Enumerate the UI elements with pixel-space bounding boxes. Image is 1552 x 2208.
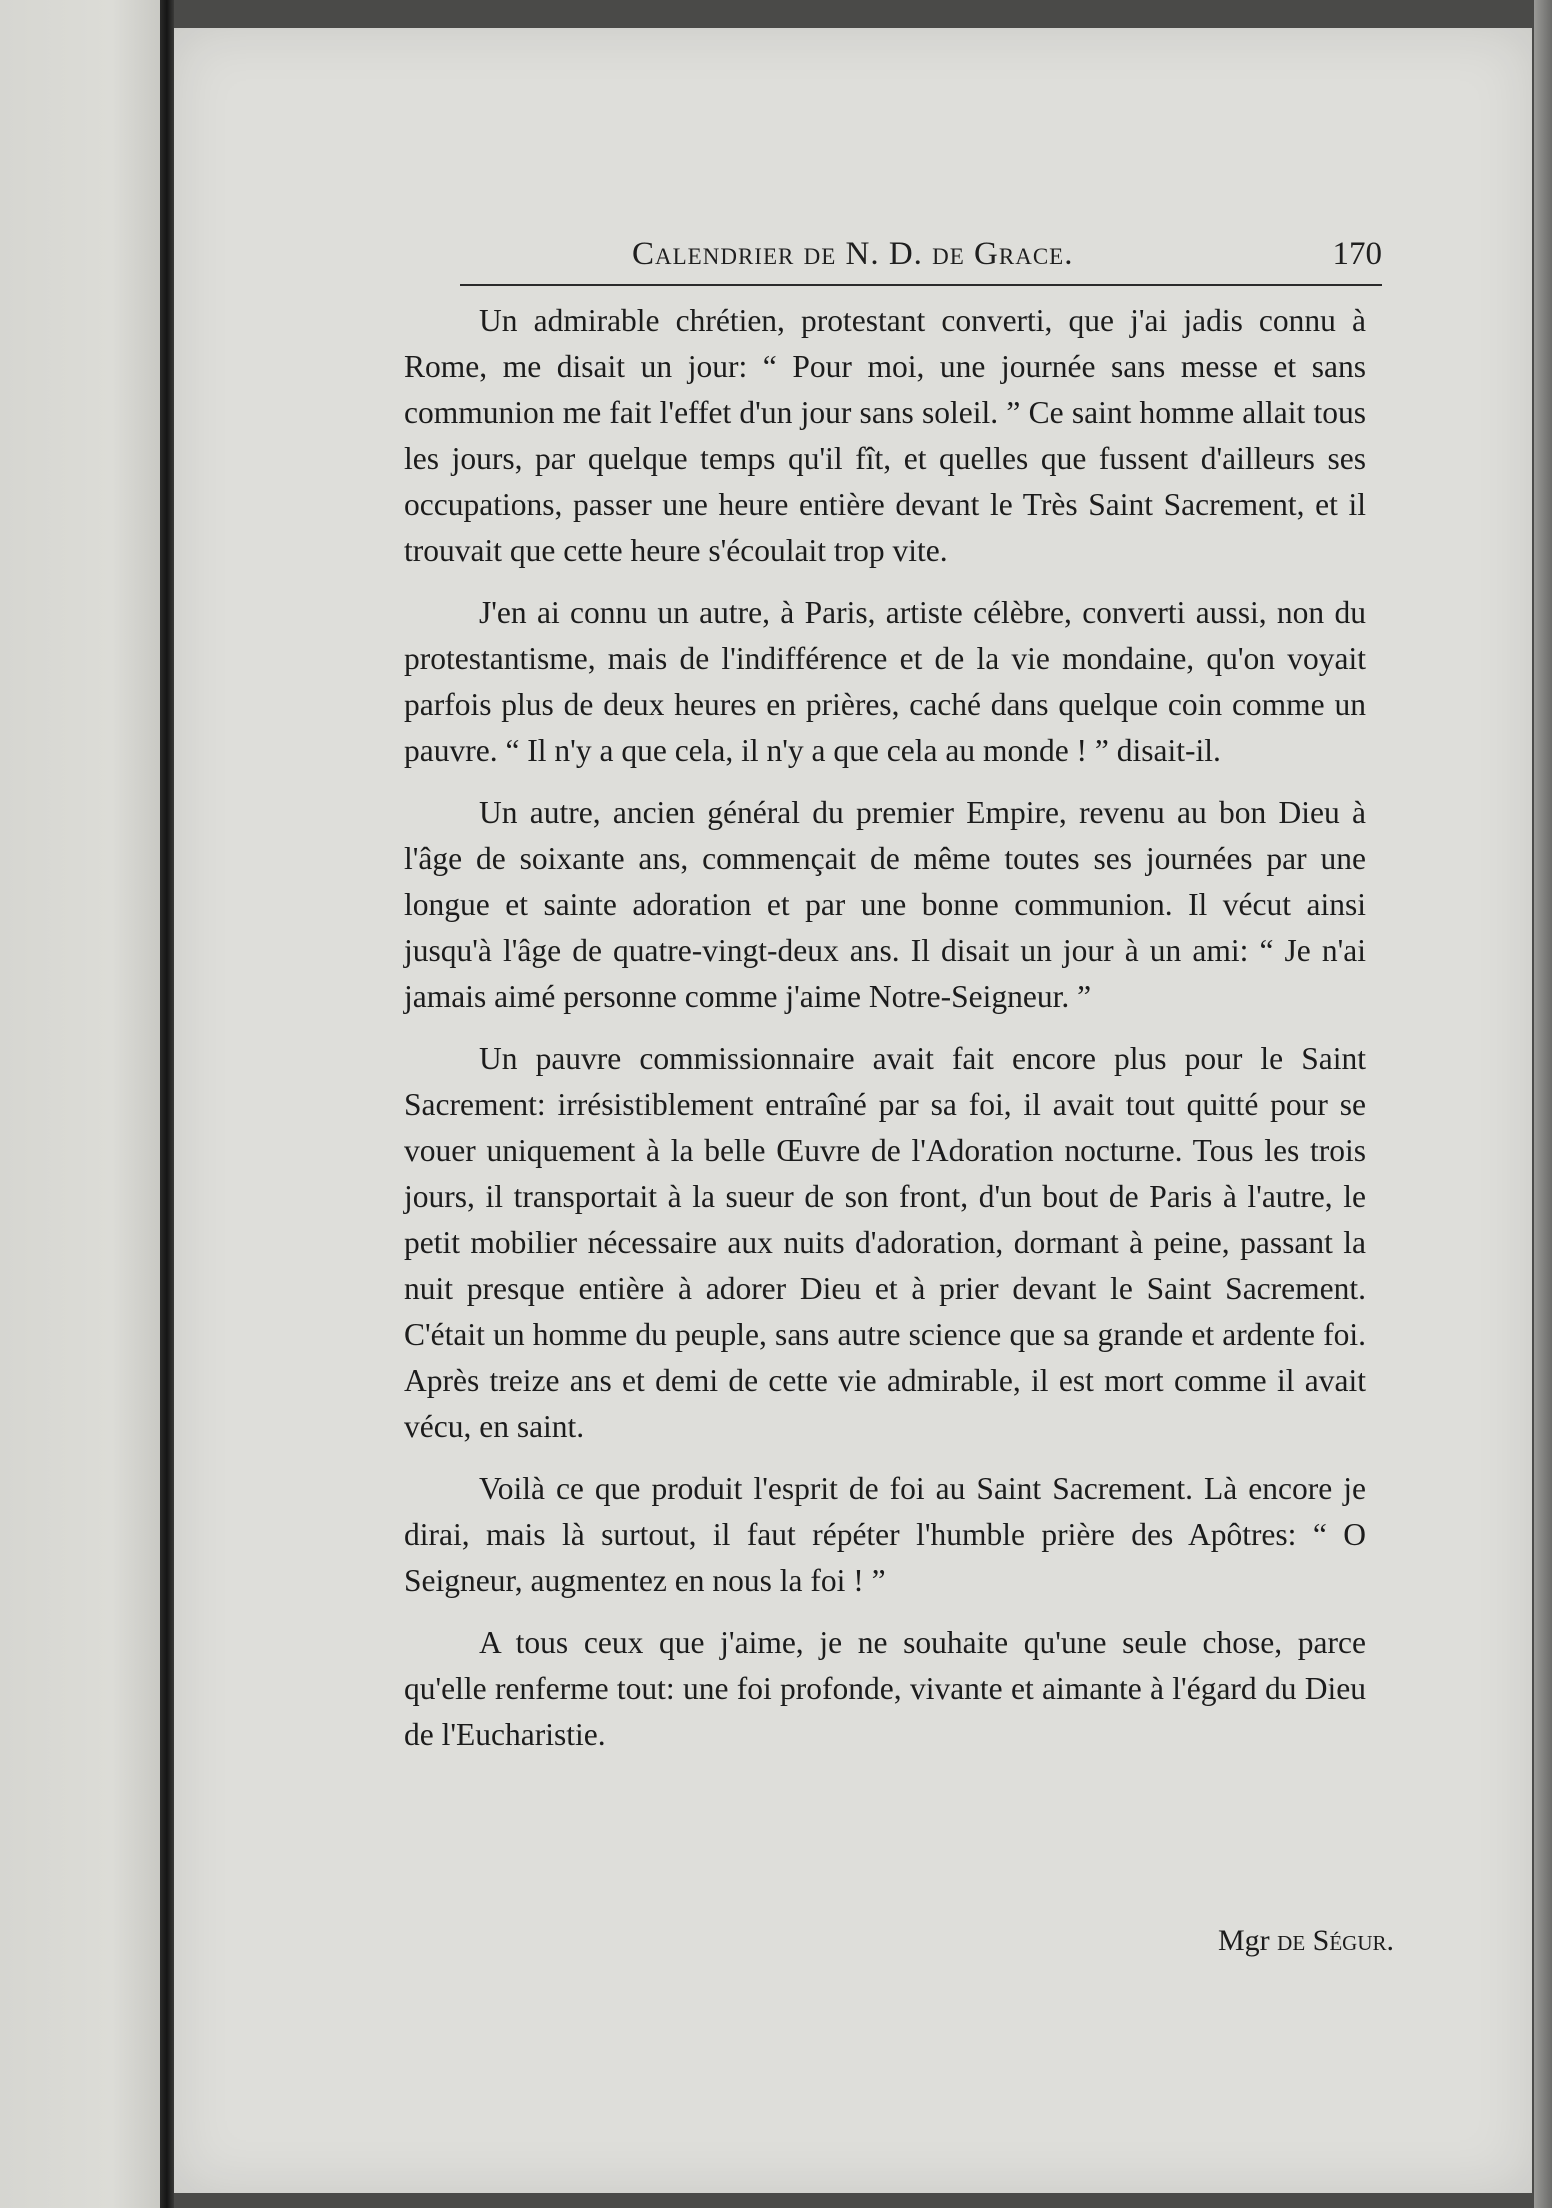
signature-prefix: Mgr	[1217, 1924, 1270, 1957]
paragraph: J'en ai connu un autre, à Paris, artiste célèbre, converti aussi, non du protestantisme, mais de l'indifférence et de la vie mondaine, qu'on voyait parfois plus de deux heures en prières, caché dans quelque coin comme un pauvre. “ Il n'y a que cela, il n'y a que cela au monde ! ” disait-il.	[404, 595, 1366, 768]
page-right-edge	[1534, 0, 1552, 2208]
paragraph: Un autre, ancien général du premier Empire, revenu au bon Dieu à l'âge de soixante ans, commençait de même toutes ses journées par une longue et sainte adoration et par une bonne communion. Il vécut ainsi jusqu'à l'âge de quatre-vingt-deux ans. Il disait un jour à un ami: “ Je n'ai jamais aimé personne comme j'aime Notre-Seigneur. ”	[404, 795, 1366, 1014]
page-number: 170	[1332, 236, 1382, 272]
body-text	[404, 298, 1366, 1774]
paragraph: A tous ceux que j'aime, je ne souhaite qu'une seule chose, parce qu'elle renferme tout: une foi profonde, vivante et aimante à l'égard du Dieu de l'Eucharistie.	[404, 1625, 1366, 1752]
signature-name: de Ségur.	[1277, 1924, 1394, 1957]
running-header	[460, 228, 1382, 286]
running-title: Calendrier de N. D. de Grace.	[632, 236, 1074, 272]
paragraph: Un pauvre commissionnaire avait fait encore plus pour le Saint Sacrement: irrésistiblement entraîné par sa foi, il avait tout quitté pour se vouer uniquement à la belle Œuvre de l'Adoration nocturne. Tous les trois jours, il transportait à la sueur de son front, d'un bout de Paris à l'autre, le petit mobilier nécessaire aux nuits d'adoration, dormant à peine, passant la nuit presque entière à adorer Dieu et à prier devant le Saint Sacrement. C'était un homme du peuple, sans autre science que sa grande et ardente foi. Après treize ans et demi de cette vie admirable, il est mort comme il avait vécu, en saint.	[404, 1041, 1366, 1444]
facing-page-edge	[0, 0, 160, 2208]
paragraph: Voilà ce que produit l'esprit de foi au Saint Sacrement. Là encore je dirai, mais là surtout, il faut répéter l'humble prière des Apôtres: “ O Seigneur, augmentez en nous la foi ! ”	[404, 1471, 1366, 1598]
paragraph: Un admirable chrétien, protestant converti, que j'ai jadis connu à Rome, me disait un jour: “ Pour moi, une journée sans messe et sans communion me fait l'effet d'un jour sans soleil. ” Ce saint homme allait tous les jours, par quelque temps qu'il fît, et quelles que fussent d'ailleurs ses occupations, passer une heure entière devant le Très Saint Sacrement, et il trouvait que cette heure s'écoulait trop vite.	[404, 303, 1366, 568]
signature	[1218, 1924, 1394, 1958]
book-gutter	[160, 0, 174, 2208]
